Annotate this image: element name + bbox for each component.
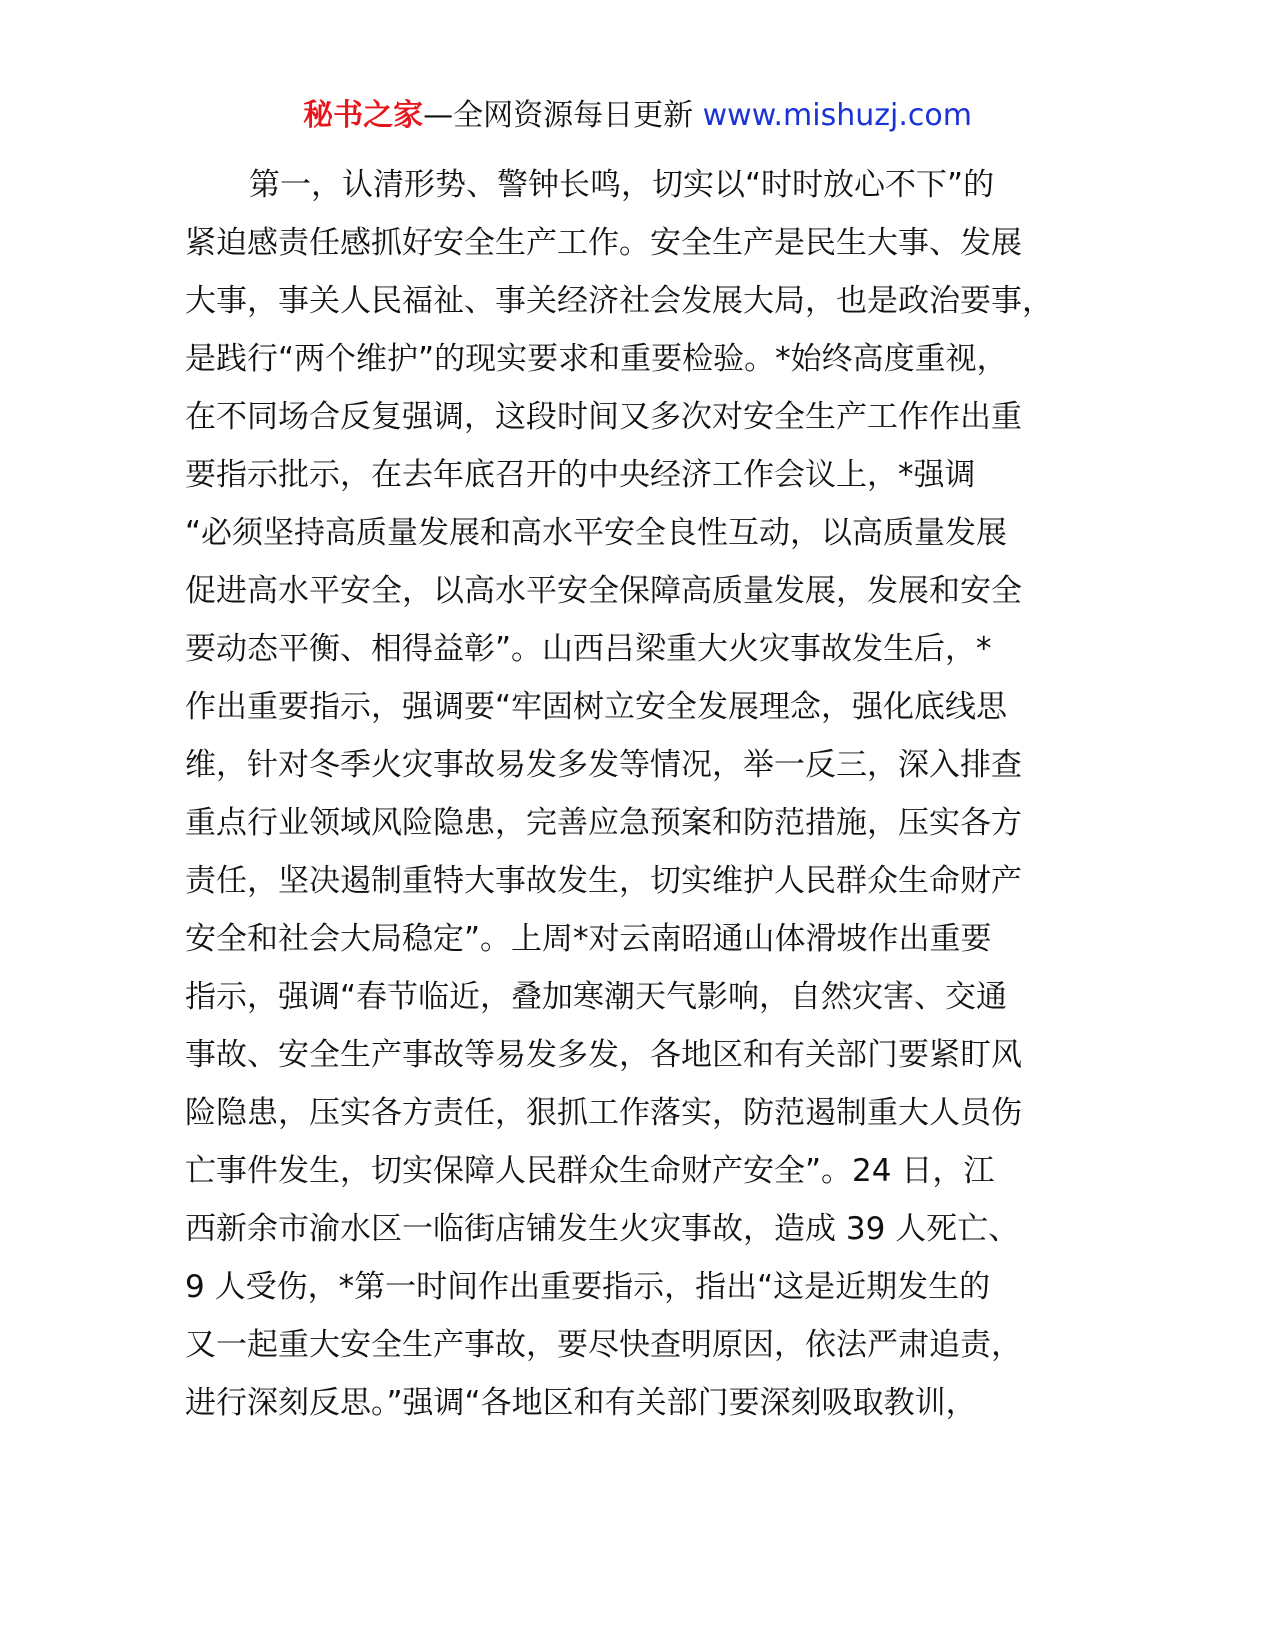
header-tagline: —全网资源每日更新 [423,98,703,133]
text-line: 促进高水平安全，以高水平安全保障高质量发展，发展和安全 [185,573,1022,609]
text-line: 险隐患，压实各方责任，狠抓工作落实，防范遏制重大人员伤 [185,1095,1022,1131]
text-line: 在不同场合反复强调，这段时间又多次对安全生产工作作出重 [185,399,1022,435]
body-paragraph [185,156,1097,1432]
text-line: 又一起重大安全生产事故，要尽快查明原因，依法严肃追责， [185,1327,1022,1363]
text-line: 9 人受伤，*第一时间作出重要指示，指出“这是近期发生的 [185,1269,991,1305]
text-line: 事故、安全生产事故等易发多发，各地区和有关部门要紧盯风 [185,1037,1022,1073]
text-line: 紧迫感责任感抓好安全生产工作。安全生产是民生大事、发展 [185,225,1022,261]
text-line: 是践行“两个维护”的现实要求和重要检验。*始终高度重视， [185,341,1008,377]
text-line: 作出重要指示，强调要“牢固树立安全发展理念，强化底线思 [185,689,1008,725]
brand-name: 秘书之家 [303,98,424,133]
text-line: “必须坚持高质量发展和高水平安全良性互动，以高质量发展 [185,515,1008,551]
text-line: 大事，事关人民福祉、事关经济社会发展大局，也是政治要事， [185,283,1053,319]
header-url[interactable]: www.mishuzj.com [702,98,972,133]
text-line: 指示，强调“春节临近，叠加寒潮天气影响，自然灾害、交通 [185,979,1008,1015]
text-line: 安全和社会大局稳定”。上周*对云南昭通山体滑坡作出重要 [185,921,992,957]
text-line: 责任，坚决遏制重特大事故发生，切实维护人民群众生命财产 [185,863,1022,899]
text-line: 亡事件发生，切实保障人民群众生命财产安全”。24 日，江 [185,1153,995,1189]
text-line: 重点行业领域风险隐患，完善应急预案和防范措施，压实各方 [185,805,1022,841]
text-line: 要动态平衡、相得益彰”。山西吕梁重大火灾事故发生后，* [185,631,992,667]
text-line: 维，针对冬季火灾事故易发多发等情况，举一反三，深入排查 [185,747,1022,783]
text-line: 西新余市渝水区一临街店铺发生火灾事故，造成 39 人死亡、 [185,1211,1020,1247]
text-line: 要指示批示，在去年底召开的中央经济工作会议上，*强调 [185,457,976,493]
page-header [0,96,1275,136]
text-line: 第一，认清形势、警钟长鸣，切实以“时时放心不下”的 [249,167,995,203]
text-line: 进行深刻反思。”强调“各地区和有关部门要深刻吸取教训， [185,1385,977,1421]
